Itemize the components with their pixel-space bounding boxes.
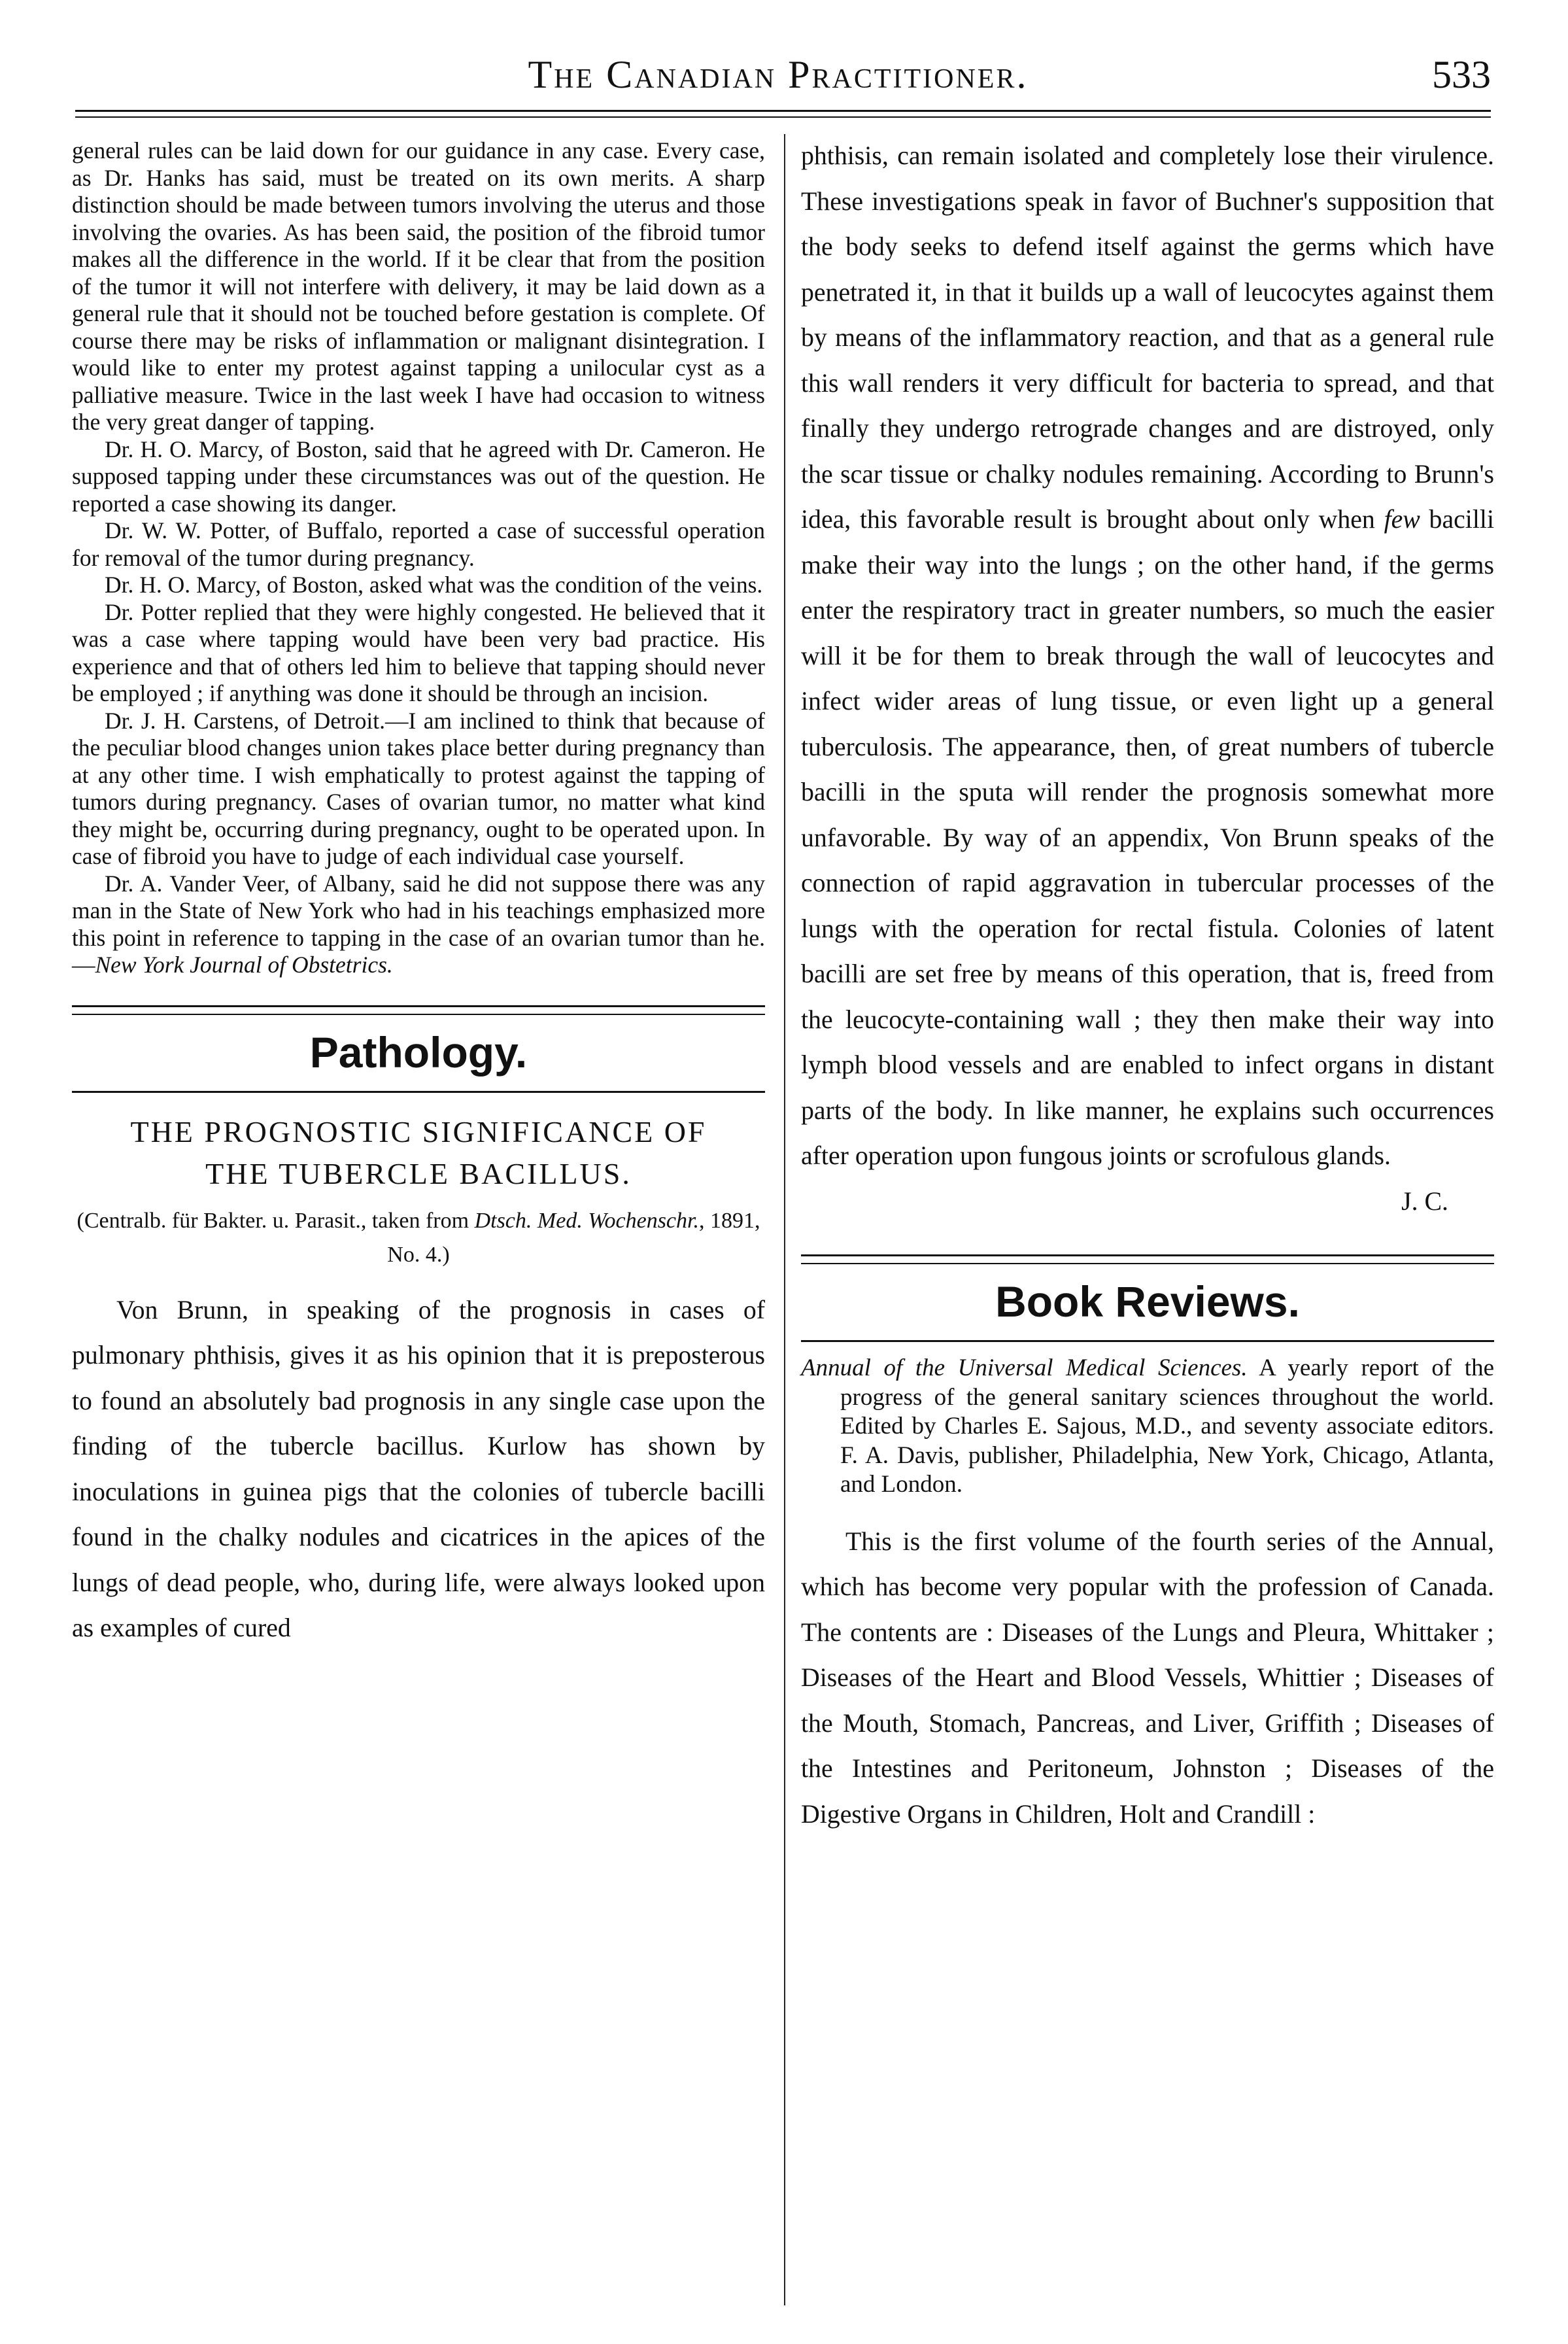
discussion-paragraph: Dr. Potter replied that they were highly congested. He believed that it was a case where tapping would have been very bad practice. His experience and that of others led him to believe that tapping should never be employed ; if anything was done it should be through an incision. [72,598,765,706]
journal-source: New York Journal of Obstetrics. [95,952,393,978]
review-entry [801,1354,1494,1500]
article-citation [72,1204,765,1272]
discussion-paragraph: general rules can be laid down for our guidance in any case. Every case, as Dr. Hanks has said, must be treated on its own merits. A sharp distinction should be made between tumors involving the uterus and those involving the ovaries. As has been said, the position of the fibroid tumor makes all the difference in the world. If it be clear that from the position of the tumor it will not interfere with delivery, it may be laid down as a general rule that it should not be touched before gestation is complete. Of course there may be risks of inflammation or malignant disintegration. I would like to enter my protest against tapping a unilocular cyst as a palliative measure. Twice in the last week I have had occasion to witness the very great danger of tapping. [72,137,765,435]
review-body: This is the first volume of the fourth series of the Annual, which has become very popular with the profession of Canada. The contents are : Diseases of the Lungs and Pleura, Whittaker ; Diseases of the Heart and Blood Vessels, Whittier ; Diseases of the Mouth, Stomach, Pancreas, and Liver, Griffith ; Diseases of the Intestines and Peritoneum, Johnston ; Diseases of the Digestive Organs in Children, Holt and Crandill : [801,1526,1494,1829]
left-column [72,137,765,1651]
citation-part: , 1891, No. 4.) [387,1208,760,1267]
header-rule-secondary [75,116,1491,118]
review-title: Annual of the Universal Medical Sciences. [801,1354,1248,1381]
article-body: Von Brunn, in speaking of the prognosis in cases of pulmonary phthisis, gives it as his opinion that it is preposterous to found an absolutely bad prognosis in any single case upon the finding of the tubercle bacillus. Kurlow has shown by inoculations in guinea pigs that the colonies of tubercle bacilli found in the chalky nodules and cicatrices in the apices of the lungs of dead people, who, during life, were always looked upon as examples of cured [72,1295,765,1642]
journal-title: The Canadian Practitioner. [528,53,1029,96]
discussion-paragraph: Dr. H. O. Marcy, of Boston, asked what was the condition of the veins. [105,572,763,598]
author-signature-line [801,1179,1494,1225]
right-column [801,137,1494,1837]
discussion-paragraph: Dr. J. H. Carstens, of Detroit.—I am inclined to think that because of the peculiar blood changes union takes place better during pregnancy than at any other time. I wish emphatically to protest against the tapping of tumors during pregnancy. Cases of ovarian tumor, no matter what kind they might be, occurring during pregnancy, ought to be operated upon. In case of fibroid you have to judge of each individual case yourself. [72,707,765,869]
section-heading-book-reviews: Book Reviews. [995,1277,1300,1326]
citation-part: (Centralb. für Bakter. u. Parasit., taken from [77,1208,469,1233]
review-details: A yearly report of the progress of the general sanitary sciences throughout the world. Edited by Charles E. Sajous, M.D., and seventy associate editors. F. A. Davis, publisher, Philadelphia, New York, Chicago, Atlanta, and London. [840,1354,1494,1498]
page-number: 533 [1432,53,1491,96]
discussion-paragraph-final [72,870,765,979]
article-title: THE PROGNOSTIC SIGNIFICANCE OF [130,1114,707,1148]
running-head [65,46,1491,111]
section-heading-pathology: Pathology. [309,1027,528,1077]
column-divider [784,134,785,2305]
section-heading-rule [801,1340,1494,1342]
section-divider [72,1005,765,1015]
header-rule [75,110,1491,112]
body-text: phthisis, can remain isolated and completely lose their virulence. These investigations speak in favor of Buchner's supposition that the body seeks to defend itself against the germs which have penetrated it, in that it builds up a wall of leucocytes against them by means of the inflammatory reaction, and that as a general rule this wall renders it very difficult for bacteria to spread, and that finally they undergo retrograde changes and are distroyed, only the scar tissue or chalky nodules remaining. According to Brunn's idea, this favorable result is brought about only when [801,141,1494,534]
section-heading-rule [72,1091,765,1093]
section-divider [801,1254,1494,1264]
article-title-line2: THE TUBERCLE BACILLUS. [205,1156,632,1190]
citation-journal: Dtsch. Med. Wochenschr. [474,1208,699,1233]
discussion-paragraph: Dr. H. O. Marcy, of Boston, said that he agreed with Dr. Cameron. He supposed tapping under these circumstances was out of the question. He reported a case showing its danger. [72,436,765,517]
author-initials: J. C. [1401,1186,1448,1216]
emphasis-few: few [1384,505,1420,534]
body-text: bacilli make their way into the lungs ; on the other hand, if the germs enter the respiratory tract in greater numbers, so much the easier will it be for them to break through the wall of leucocytes and infect wider areas of lung tissue, or even light up a general tuberculosis. The appearance, then, of great numbers of tubercle bacilli in the sputa will render the prognosis somewhat more unfavorable. By way of an appendix, Von Brunn speaks of the connection of rapid aggravation in tubercular processes of the lungs with the operation for rectal fistula. Colonies of latent bacilli are set free by means of this operation, that is, freed from the leucocyte-containing wall ; they then make their way into lymph blood vessels and are enabled to infect organs in distant parts of the body. In like manner, he explains such occurrences after operation upon fungous joints or scrofulous glands. [801,505,1494,1170]
discussion-paragraph: Dr. W. W. Potter, of Buffalo, reported a case of successful operation for removal of the tumor during pregnancy. [72,517,765,571]
article-body-continued [801,133,1494,1179]
vander-veer-text: Dr. A. Vander Veer, of Albany, said he did not suppose there was any man in the State of New York who had in his teachings emphasized more this point in reference to tapping in the case of an ovarian tumor than he.— [72,870,765,978]
